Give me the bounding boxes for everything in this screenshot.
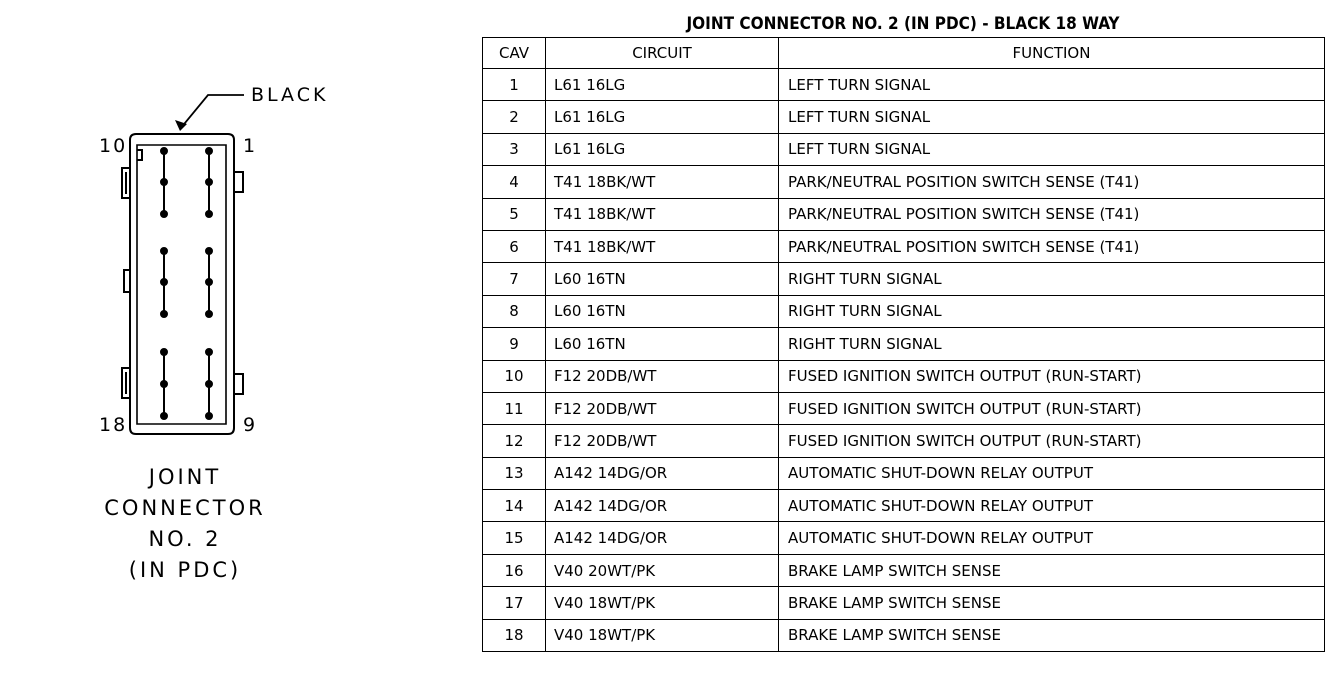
function-cell: RIGHT TURN SIGNAL bbox=[779, 263, 1325, 295]
cav-cell: 2 bbox=[483, 101, 546, 133]
table-header-row bbox=[483, 38, 1325, 69]
table-row bbox=[483, 554, 1325, 586]
table-row bbox=[483, 198, 1325, 230]
table-row bbox=[483, 457, 1325, 489]
header-cav: CAV bbox=[483, 38, 546, 69]
circuit-cell: L61 16LG bbox=[546, 69, 779, 101]
table-row bbox=[483, 69, 1325, 101]
circuit-cell: A142 14DG/OR bbox=[546, 490, 779, 522]
circuit-cell: V40 18WT/PK bbox=[546, 619, 779, 651]
function-cell: PARK/NEUTRAL POSITION SWITCH SENSE (T41) bbox=[779, 166, 1325, 198]
table-row bbox=[483, 295, 1325, 327]
table-title: JOINT CONNECTOR NO. 2 (IN PDC) - BLACK 18 WAY bbox=[686, 14, 1120, 34]
cav-cell: 6 bbox=[483, 230, 546, 262]
function-cell: PARK/NEUTRAL POSITION SWITCH SENSE (T41) bbox=[779, 198, 1325, 230]
table-row bbox=[483, 587, 1325, 619]
circuit-cell: A142 14DG/OR bbox=[546, 457, 779, 489]
function-cell: FUSED IGNITION SWITCH OUTPUT (RUN-START) bbox=[779, 360, 1325, 392]
function-cell: RIGHT TURN SIGNAL bbox=[779, 295, 1325, 327]
pinout-table bbox=[482, 37, 1325, 652]
table-row bbox=[483, 230, 1325, 262]
circuit-cell: L60 16TN bbox=[546, 295, 779, 327]
cav-cell: 16 bbox=[483, 554, 546, 586]
cav-cell: 17 bbox=[483, 587, 546, 619]
function-cell: RIGHT TURN SIGNAL bbox=[779, 328, 1325, 360]
header-circuit: CIRCUIT bbox=[546, 38, 779, 69]
function-cell: PARK/NEUTRAL POSITION SWITCH SENSE (T41) bbox=[779, 230, 1325, 262]
circuit-cell: F12 20DB/WT bbox=[546, 425, 779, 457]
cav-cell: 13 bbox=[483, 457, 546, 489]
function-cell: LEFT TURN SIGNAL bbox=[779, 101, 1325, 133]
circuit-cell: F12 20DB/WT bbox=[546, 392, 779, 424]
connector-caption bbox=[80, 462, 290, 586]
caption-line: JOINT bbox=[148, 465, 222, 489]
header-function: FUNCTION bbox=[779, 38, 1325, 69]
circuit-cell: T41 18BK/WT bbox=[546, 166, 779, 198]
pin-label-top-right: 1 bbox=[243, 135, 258, 157]
circuit-cell: L61 16LG bbox=[546, 133, 779, 165]
table-row bbox=[483, 133, 1325, 165]
table-row bbox=[483, 328, 1325, 360]
circuit-cell: V40 20WT/PK bbox=[546, 554, 779, 586]
table-row bbox=[483, 522, 1325, 554]
circuit-cell: L61 16LG bbox=[546, 101, 779, 133]
function-cell: FUSED IGNITION SWITCH OUTPUT (RUN-START) bbox=[779, 392, 1325, 424]
table-row bbox=[483, 392, 1325, 424]
connector-color-label: BLACK bbox=[251, 84, 329, 106]
cav-cell: 15 bbox=[483, 522, 546, 554]
function-cell: BRAKE LAMP SWITCH SENSE bbox=[779, 587, 1325, 619]
circuit-cell: L60 16TN bbox=[546, 263, 779, 295]
function-cell: AUTOMATIC SHUT-DOWN RELAY OUTPUT bbox=[779, 457, 1325, 489]
function-cell: BRAKE LAMP SWITCH SENSE bbox=[779, 554, 1325, 586]
pin-label-top-left: 10 bbox=[99, 135, 128, 157]
circuit-cell: A142 14DG/OR bbox=[546, 522, 779, 554]
table-row bbox=[483, 619, 1325, 651]
function-cell: LEFT TURN SIGNAL bbox=[779, 69, 1325, 101]
table-row bbox=[483, 263, 1325, 295]
table-row bbox=[483, 490, 1325, 522]
function-cell: LEFT TURN SIGNAL bbox=[779, 133, 1325, 165]
table-row bbox=[483, 101, 1325, 133]
table-row bbox=[483, 425, 1325, 457]
circuit-cell: T41 18BK/WT bbox=[546, 230, 779, 262]
table-row bbox=[483, 166, 1325, 198]
circuit-cell: L60 16TN bbox=[546, 328, 779, 360]
cav-cell: 3 bbox=[483, 133, 546, 165]
function-cell: AUTOMATIC SHUT-DOWN RELAY OUTPUT bbox=[779, 490, 1325, 522]
table-body bbox=[483, 69, 1325, 652]
pin-label-bottom-left: 18 bbox=[99, 414, 128, 436]
cav-cell: 1 bbox=[483, 69, 546, 101]
cav-cell: 9 bbox=[483, 328, 546, 360]
caption-line: CONNECTOR bbox=[104, 496, 266, 520]
cav-cell: 8 bbox=[483, 295, 546, 327]
circuit-cell: F12 20DB/WT bbox=[546, 360, 779, 392]
cav-cell: 5 bbox=[483, 198, 546, 230]
table-row bbox=[483, 360, 1325, 392]
circuit-cell: T41 18BK/WT bbox=[546, 198, 779, 230]
cav-cell: 14 bbox=[483, 490, 546, 522]
function-cell: FUSED IGNITION SWITCH OUTPUT (RUN-START) bbox=[779, 425, 1325, 457]
pin-label-bottom-right: 9 bbox=[243, 414, 258, 436]
cav-cell: 4 bbox=[483, 166, 546, 198]
function-cell: AUTOMATIC SHUT-DOWN RELAY OUTPUT bbox=[779, 522, 1325, 554]
cav-cell: 7 bbox=[483, 263, 546, 295]
caption-line: NO. 2 bbox=[148, 527, 222, 551]
connector-drawing bbox=[0, 0, 470, 688]
function-cell: BRAKE LAMP SWITCH SENSE bbox=[779, 619, 1325, 651]
caption-line: (IN PDC) bbox=[128, 558, 242, 582]
cav-cell: 11 bbox=[483, 392, 546, 424]
circuit-cell: V40 18WT/PK bbox=[546, 587, 779, 619]
cav-cell: 12 bbox=[483, 425, 546, 457]
cav-cell: 18 bbox=[483, 619, 546, 651]
cav-cell: 10 bbox=[483, 360, 546, 392]
